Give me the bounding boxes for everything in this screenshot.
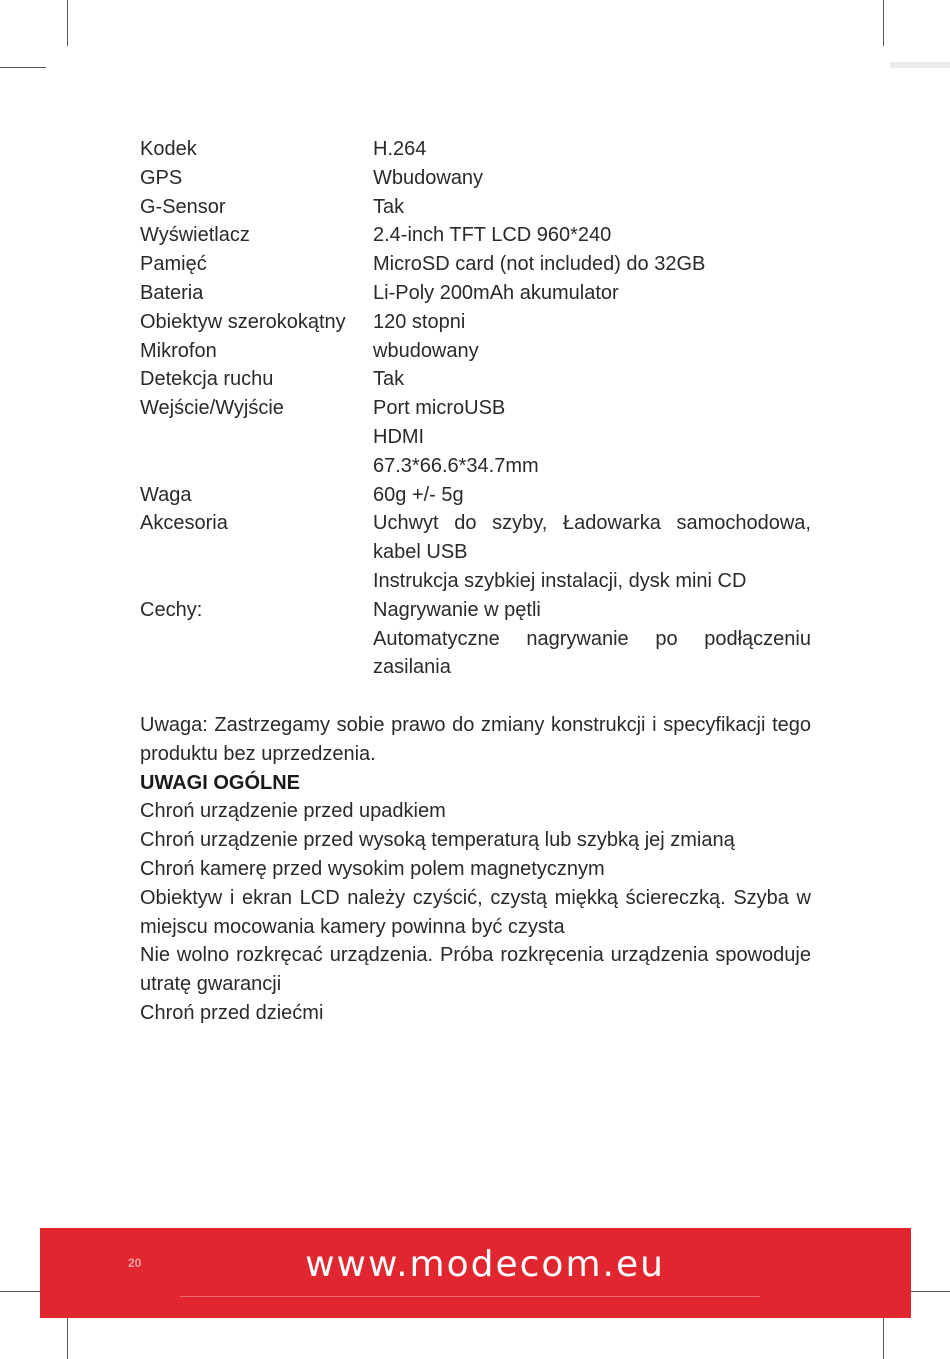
crop-mark-bottom-right-vertical [883, 1313, 884, 1359]
spec-value: Uchwyt do szyby, Ładowarka samochodowa, kabel USB [373, 512, 811, 564]
spec-table [140, 135, 811, 682]
spec-label: Bateria [140, 281, 204, 304]
spec-value: Li-Poly 200mAh akumulator [373, 281, 619, 304]
spec-row [140, 308, 811, 337]
spec-label: G-Sensor [140, 195, 226, 218]
spec-values [373, 509, 811, 595]
footer-url-link[interactable]: www.modecom.eu [305, 1244, 665, 1285]
spec-value: MicroSD card (not included) do 32GB [373, 253, 706, 276]
spec-values [373, 193, 811, 222]
page-number: 20 [128, 1256, 142, 1270]
spec-row [140, 394, 811, 480]
note-item: Nie wolno rozkręcać urządzenia. Próba rozkręcenia urządzenia spowoduje utratę gwarancji [140, 944, 811, 996]
spec-value: Port microUSB [373, 397, 506, 420]
spec-row [140, 193, 811, 222]
spec-values [373, 279, 811, 308]
spec-label: Detekcja ruchu [140, 368, 274, 391]
spec-row [140, 279, 811, 308]
spec-label: Wejście/Wyjście [140, 397, 284, 420]
spec-value: Tak [373, 368, 405, 391]
spec-value: Nagrywanie w pętli [373, 598, 541, 621]
edge-shadow [890, 62, 950, 68]
spec-label: Mikrofon [140, 339, 217, 362]
spec-label: Waga [140, 483, 192, 506]
spec-value: Automatyczne nagrywanie po podłączeniu zasilania [373, 627, 811, 679]
note-item: Chroń kamerę przed wysokim polem magnetycznym [140, 857, 605, 880]
spec-row [140, 250, 811, 279]
spec-label: Kodek [140, 138, 197, 160]
crop-mark-top-left-horizontal [0, 67, 46, 68]
spec-value: wbudowany [373, 339, 479, 362]
note-item: Obiektyw i ekran LCD należy czyścić, czystą miękką ściereczką. Szyba w miejscu mocowania kamery powinna być czysta [140, 886, 811, 938]
spec-label: Wyświetlacz [140, 224, 250, 247]
spec-value: 120 stopni [373, 310, 466, 333]
crop-mark-top-left-vertical [67, 0, 68, 46]
note-item: Chroń urządzenie przed wysoką temperaturą lub szybką jej zmianą [140, 829, 735, 852]
spec-row [140, 337, 811, 366]
spec-value: Wbudowany [373, 166, 484, 189]
spec-value: H.264 [373, 138, 427, 160]
spec-values [373, 337, 811, 366]
spec-label: Obiektyw szerokokątny [140, 310, 346, 333]
spec-value: 60g +/- 5g [373, 483, 464, 506]
spec-values [373, 481, 811, 510]
spec-value: HDMI [373, 425, 425, 448]
spec-label: Pamięć [140, 253, 207, 276]
spec-value: Tak [373, 195, 405, 218]
notes-section [140, 711, 811, 1028]
spec-values [373, 596, 811, 682]
spec-row [140, 221, 811, 250]
spec-values [373, 164, 811, 193]
note-item: Chroń urządzenie przed upadkiem [140, 800, 446, 823]
spec-label: Akcesoria [140, 512, 228, 535]
note-item: Chroń przed dziećmi [140, 1001, 324, 1024]
spec-row [140, 596, 811, 682]
spec-values [373, 394, 811, 480]
spec-value: 2.4-inch TFT LCD 960*240 [373, 224, 612, 247]
spec-values [373, 221, 811, 250]
spec-label: GPS [140, 166, 183, 189]
disclaimer-text: Uwaga: Zastrzegamy sobie prawo do zmiany konstrukcji i specyfikacji tego produktu bez uprzedzenia. [140, 714, 811, 765]
spec-value: 67.3*66.6*34.7mm [373, 454, 539, 477]
crop-mark-top-right-vertical [883, 0, 884, 46]
spec-row [140, 164, 811, 193]
spec-label: Cechy: [140, 598, 203, 621]
spec-row [140, 135, 811, 164]
spec-values [373, 135, 811, 164]
spec-values [373, 365, 811, 394]
spec-value: Instrukcja szybkiej instalacji, dysk mini CD [373, 569, 747, 592]
spec-row [140, 481, 811, 510]
spec-values [373, 250, 811, 279]
spec-row [140, 365, 811, 394]
spec-values [373, 308, 811, 337]
footer-divider [180, 1296, 760, 1297]
general-notes-heading: UWAGI OGÓLNE [140, 771, 300, 794]
spec-row [140, 509, 811, 595]
crop-mark-bottom-left-vertical [67, 1313, 68, 1359]
